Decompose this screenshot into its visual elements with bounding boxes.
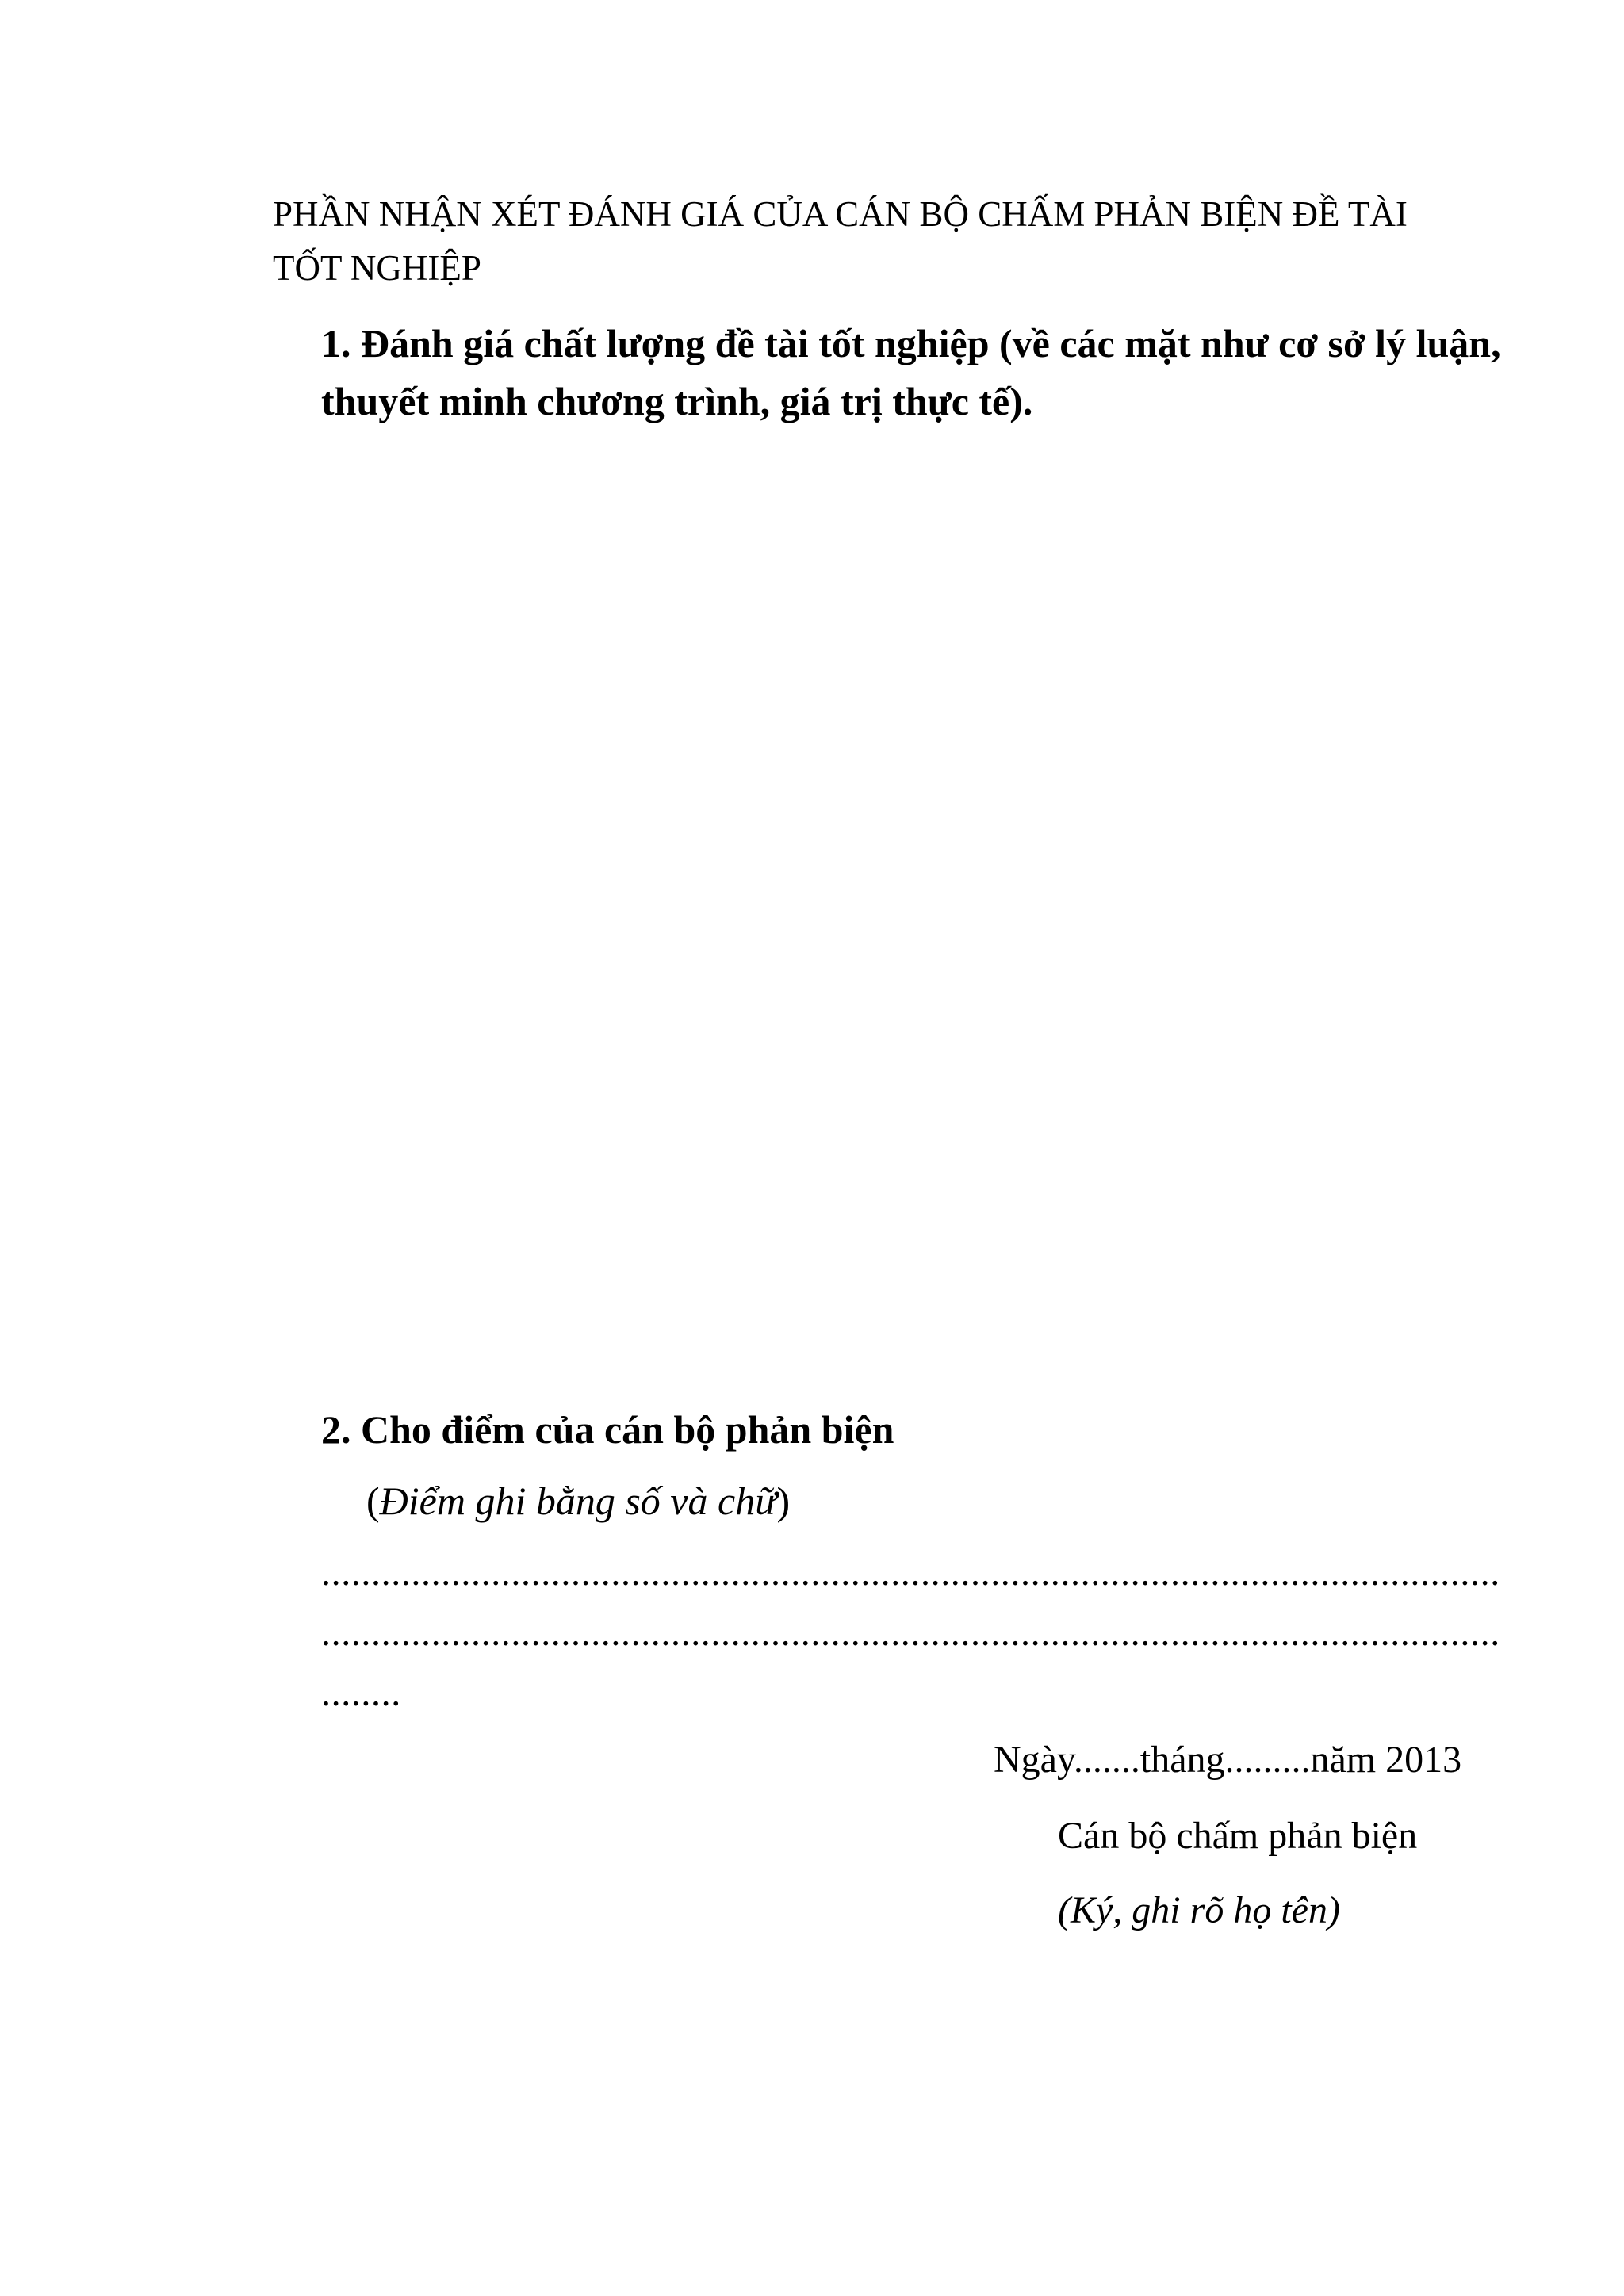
form-heading-line-2: TỐT NGHIỆP: [273, 248, 481, 288]
score-note-open-paren: (: [366, 1479, 380, 1523]
section-1-title-line-2: thuyết minh chương trình, giá trị thực tế).: [321, 379, 1033, 423]
section-2-title: 2. Cho điểm của cán bộ phản biện: [321, 1407, 894, 1452]
signature-role: Cán bộ chấm phản biện: [1058, 1815, 1418, 1857]
score-note-text: Điểm ghi bằng số và chữ: [379, 1479, 777, 1523]
signature-instruction: (Ký, ghi rõ họ tên): [1058, 1889, 1340, 1931]
score-dotted-line-3: ........: [321, 1672, 401, 1714]
section-1-title-line-1: 1. Đánh giá chất lượng đề tài tốt nghiệp (về các mặt như cơ sở lý luận,: [321, 321, 1501, 365]
score-note-close-paren: ): [776, 1479, 791, 1523]
score-dotted-line-1: ......................................................................................................................: [321, 1552, 1500, 1594]
score-dotted-line-2: ......................................................................................................................: [321, 1612, 1500, 1654]
signature-date: Ngày.......tháng.........năm 2013: [994, 1739, 1462, 1781]
score-note: [366, 1481, 790, 1521]
form-heading-line-1: PHẦN NHẬN XÉT ĐÁNH GIÁ CỦA CÁN BỘ CHẤM PHẢN BIỆN ĐỀ TÀI: [273, 194, 1408, 234]
